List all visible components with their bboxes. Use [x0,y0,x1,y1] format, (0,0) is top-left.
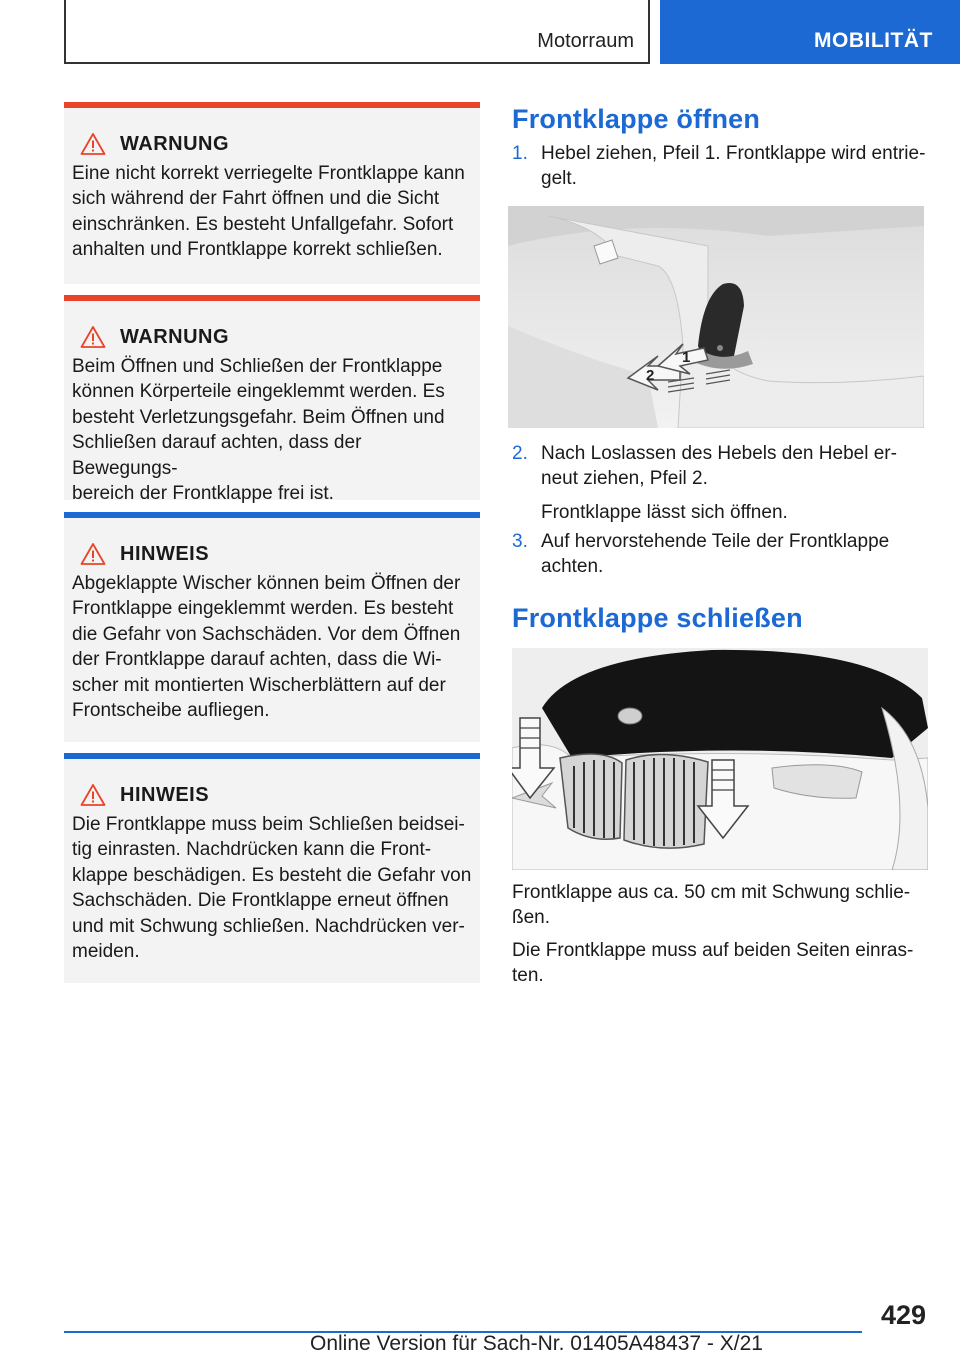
header-section-tab [64,0,650,64]
hood-release-lever-figure [508,206,924,428]
footer-text: Online Version für Sach-Nr. 01405A48437 - X/21 [310,1332,763,1355]
notice-box-2 [64,753,480,983]
step-number: 1. [512,143,528,164]
warning-box-2 [64,295,480,505]
step-2 [512,441,928,525]
warning-title: WARNUNG [120,132,230,155]
warning-triangle-icon [80,132,106,156]
notice-title: HINWEIS [120,542,210,565]
figure-label-1: 1 [682,349,691,366]
figure-label-2: 2 [646,367,655,384]
notice-header [72,780,472,810]
step-text: Hebel ziehen, Pfeil 1. Frontklappe wird entrie- gelt. [541,143,926,190]
heading-open-hood: Frontklappe öffnen [512,104,761,134]
notice-title: HINWEIS [120,783,210,806]
hood-closing-figure [512,648,928,870]
warning-header [72,129,472,159]
notice-box-1 [64,512,480,742]
step-3 [512,529,928,580]
heading-close-hood: Frontklappe schließen [512,603,803,633]
step-number: 3. [512,531,528,552]
warning-text: Eine nicht korrekt verriegelte Frontklappe kann sich während der Fahrt öffnen und die Sicht einschränken. Es besteht Unfallgefahr. Sofort anhalten und Frontklappe korrekt schließen. [72,163,465,261]
step-number: 2. [512,443,528,464]
warning-triangle-icon [80,783,106,807]
warning-triangle-icon [80,542,106,566]
step-text: Nach Loslassen des Hebels den Hebel er- neut ziehen, Pfeil 2. [541,443,897,490]
notice-header [72,539,472,569]
close-paragraph-2: Die Frontklappe muss auf beiden Seiten einras- ten. [512,940,914,987]
step-1 [512,141,928,192]
step-result: Frontklappe lässt sich öffnen. [541,501,788,523]
warning-triangle-icon [80,325,106,349]
warning-header [72,322,472,352]
header-chapter-title: MOBILITÄT [814,29,933,52]
page-number: 429 [880,1300,926,1330]
close-paragraph-1: Frontklappe aus ca. 50 cm mit Schwung schlie- ßen. [512,882,911,929]
warning-title: WARNUNG [120,325,230,348]
step-text: Auf hervorstehende Teile der Frontklappe achten. [541,531,890,578]
header-section-title: Motorraum [537,30,634,52]
notice-text: Abgeklappte Wischer können beim Öffnen der Frontklappe eingeklemmt werden. Es besteht die Gefahr von Sachschäden. Vor dem Öffnen der Frontklappe darauf achten, dass die Wi- scher mit montierten Wischerblättern auf der Frontscheibe aufliegen. [72,573,461,722]
warning-box-1 [64,102,480,284]
notice-text: Die Frontklappe muss beim Schließen beidsei- tig einrasten. Nachdrücken kann die Front- klappe beschädigen. Es besteht die Gefahr von Sachschäden. Die Frontklappe erneut öffnen und mit Schwung schließen. Nachdrücken ver- meiden. [72,814,472,963]
warning-text: Beim Öffnen und Schließen der Frontklappe können Körperteile eingeklemmt werden. Es besteht Verletzungsgefahr. Beim Öffnen und Schließen darauf achten, dass der Bewegungs- bereich der Frontklappe frei ist. [72,356,445,505]
header-chapter-tab [660,0,960,64]
